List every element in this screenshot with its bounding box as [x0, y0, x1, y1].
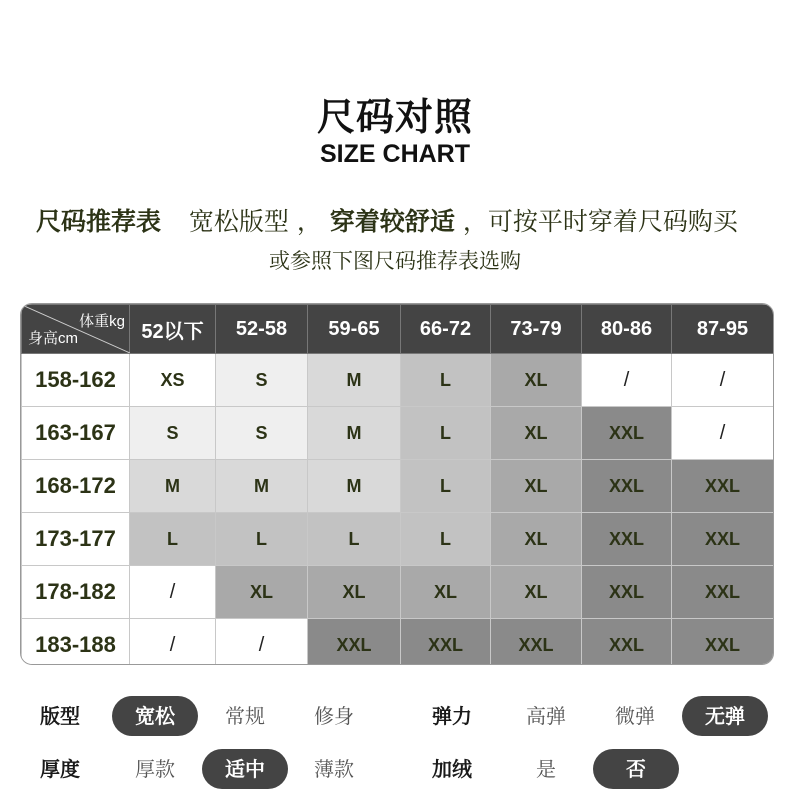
recommend-sub: 或参照下图尺码推荐表选购 — [269, 249, 521, 273]
size-cell: S — [216, 354, 308, 407]
height-cell: 178-182 — [22, 566, 130, 619]
height-cell: 173-177 — [22, 513, 130, 566]
weight-header-1: 52-58 — [216, 305, 308, 354]
table-body — [22, 354, 774, 666]
size-cell: / — [582, 354, 672, 407]
size-cell: XXL — [582, 566, 672, 619]
recommend-advice: 穿着较舒适 — [329, 207, 455, 236]
size-cell: XS — [130, 354, 216, 407]
stretch-label: 弹力 — [432, 704, 472, 728]
height-cell: 183-188 — [22, 619, 130, 666]
fit-option-regular: 常规 — [225, 704, 265, 728]
size-cell: XXL — [672, 513, 774, 566]
attribute-row-1 — [0, 696, 790, 736]
size-cell: M — [308, 460, 401, 513]
recommend-fit: 宽松版型 — [188, 207, 289, 236]
size-cell: XL — [308, 566, 401, 619]
weight-header-5: 80-86 — [582, 305, 672, 354]
corner-weight-label: 体重kg — [79, 313, 125, 330]
recommend-sep: ， — [296, 207, 322, 236]
size-cell: L — [130, 513, 216, 566]
size-cell: XXL — [672, 619, 774, 666]
size-cell: XL — [401, 566, 491, 619]
recommend-line — [36, 204, 776, 240]
thickness-option-medium: 适中 — [202, 749, 288, 789]
weight-header-4: 73-79 — [491, 305, 582, 354]
fit-type-label: 版型 — [40, 704, 80, 728]
recommend-advice2: ，可按平时穿着尺码购买 — [462, 207, 738, 236]
size-cell: XXL — [401, 619, 491, 666]
fleece-option-no: 否 — [593, 749, 679, 789]
weight-header-2: 59-65 — [308, 305, 401, 354]
size-cell: XL — [491, 407, 582, 460]
table-row — [22, 619, 774, 666]
table-row — [22, 460, 774, 513]
stretch-option-high: 高弹 — [526, 704, 566, 728]
fleece-label: 加绒 — [432, 757, 472, 781]
title-cn: 尺码对照 — [316, 95, 473, 139]
size-cell: XL — [491, 566, 582, 619]
size-cell: L — [401, 460, 491, 513]
table-corner — [22, 305, 130, 354]
title-en: SIZE CHART — [320, 140, 470, 168]
thickness-option-thin: 薄款 — [314, 757, 354, 781]
size-cell: L — [401, 407, 491, 460]
size-cell: XXL — [672, 566, 774, 619]
weight-header-6: 87-95 — [672, 305, 774, 354]
size-cell: / — [130, 566, 216, 619]
table-row — [22, 566, 774, 619]
thickness-option-thick: 厚款 — [135, 757, 175, 781]
weight-header-0: 52以下 — [130, 305, 216, 354]
size-cell: / — [216, 619, 308, 666]
size-cell: XL — [491, 354, 582, 407]
size-cell: / — [672, 407, 774, 460]
size-cell: L — [308, 513, 401, 566]
size-cell: M — [308, 407, 401, 460]
size-table-wrapper — [20, 303, 774, 665]
fit-option-slim: 修身 — [314, 704, 354, 728]
size-cell: S — [216, 407, 308, 460]
size-cell: XXL — [308, 619, 401, 666]
table-header-row — [22, 305, 774, 354]
table-row — [22, 407, 774, 460]
fleece-option-yes: 是 — [536, 757, 556, 781]
size-cell: XXL — [582, 460, 672, 513]
size-cell: XL — [491, 513, 582, 566]
height-cell: 158-162 — [22, 354, 130, 407]
size-cell: XL — [216, 566, 308, 619]
recommend-label: 尺码推荐表 — [36, 207, 162, 236]
corner-height-label: 身高cm — [28, 330, 78, 347]
size-cell: L — [216, 513, 308, 566]
size-cell: S — [130, 407, 216, 460]
size-cell: XXL — [582, 619, 672, 666]
thickness-label: 厚度 — [40, 757, 80, 781]
attribute-row-2 — [0, 749, 790, 789]
size-cell: XXL — [672, 460, 774, 513]
size-cell: L — [401, 354, 491, 407]
fit-option-loose: 宽松 — [112, 696, 198, 736]
size-table — [21, 304, 774, 665]
size-cell: XXL — [582, 513, 672, 566]
height-cell: 163-167 — [22, 407, 130, 460]
size-cell: M — [308, 354, 401, 407]
weight-header-3: 66-72 — [401, 305, 491, 354]
table-row — [22, 354, 774, 407]
size-cell: M — [216, 460, 308, 513]
size-cell: XXL — [491, 619, 582, 666]
height-cell: 168-172 — [22, 460, 130, 513]
size-cell: XXL — [582, 407, 672, 460]
stretch-option-slight: 微弹 — [615, 704, 655, 728]
size-cell: / — [130, 619, 216, 666]
size-cell: M — [130, 460, 216, 513]
size-cell: XL — [491, 460, 582, 513]
table-row — [22, 513, 774, 566]
size-cell: L — [401, 513, 491, 566]
stretch-option-none: 无弹 — [682, 696, 768, 736]
size-cell: / — [672, 354, 774, 407]
